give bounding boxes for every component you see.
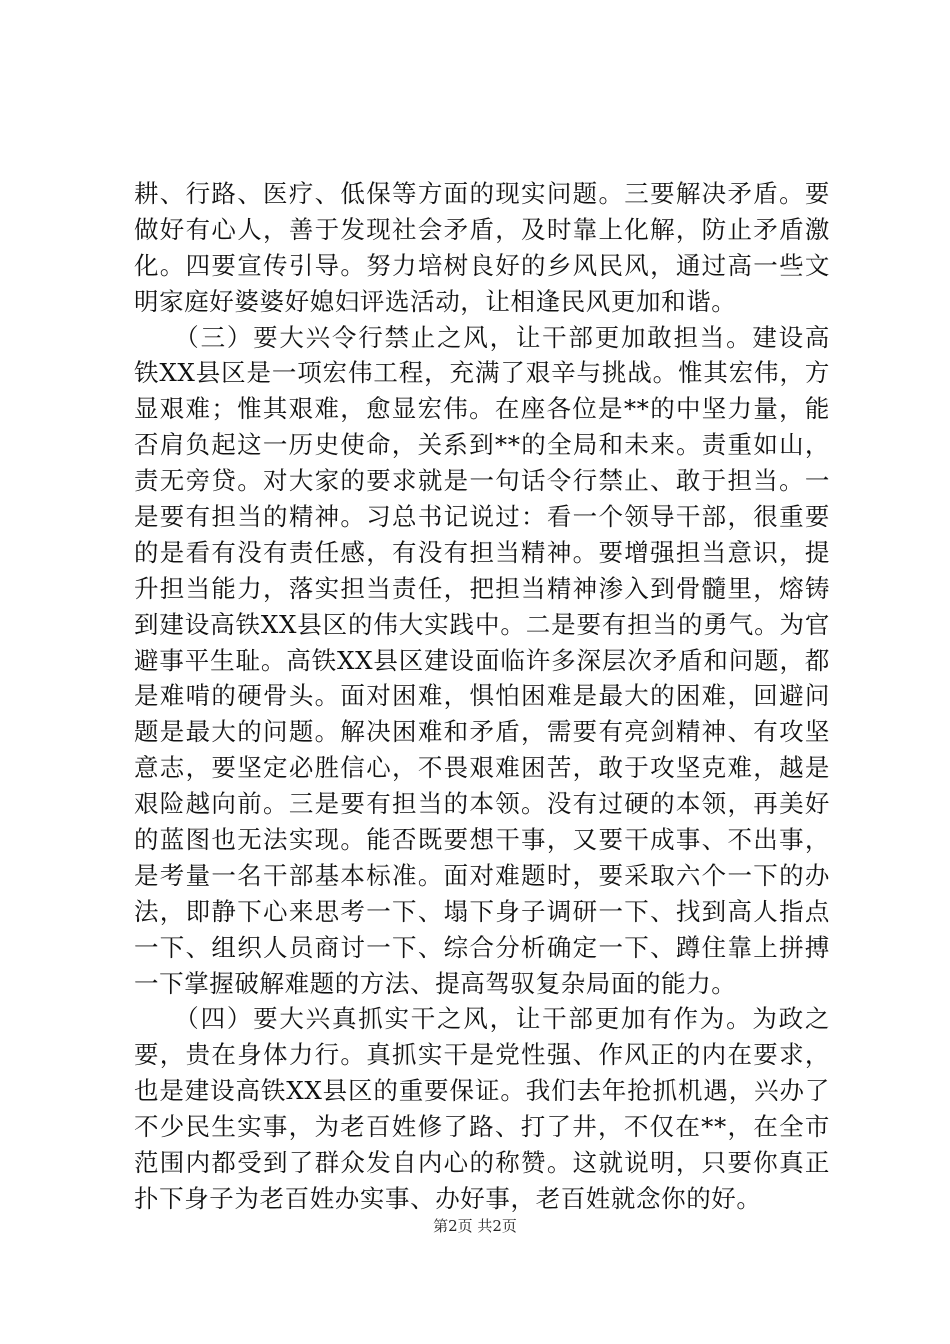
text-line: 做好有心人，善于发现社会矛盾，及时靠上化解，防止矛盾激 [134, 214, 830, 244]
text-line: 法，即静下心来思考一下、塌下身子调研一下、找到高人指点 [134, 896, 830, 926]
text-line: 意志，要坚定必胜信心，不畏艰难困苦，敢于攻坚克难，越是 [134, 753, 830, 783]
text-line: 要，贵在身体力行。真抓实干是党性强、作风正的内在要求， [134, 1040, 830, 1070]
text-line: 到建设高铁XX县区的伟大实践中。二是要有担当的勇气。为官 [134, 609, 830, 639]
text-line: 的是看有没有责任感，有没有担当精神。要增强担当意识，提 [134, 537, 830, 567]
document-body [134, 176, 830, 1217]
text-line: 范围内都受到了群众发自内心的称赞。这就说明，只要你真正 [134, 1148, 830, 1178]
text-line: 铁XX县区是一项宏伟工程，充满了艰辛与挑战。惟其宏伟，方 [134, 358, 830, 388]
text-line: 责无旁贷。对大家的要求就是一句话令行禁止、敢于担当。一 [134, 466, 830, 496]
text-line: 是考量一名干部基本标准。面对难题时，要采取六个一下的办 [134, 860, 830, 890]
text-line: 是要有担当的精神。习总书记说过：看一个领导干部，很重要 [134, 502, 830, 532]
text-line: 不少民生实事，为老百姓修了路、打了井，不仅在**，在全市 [134, 1112, 830, 1142]
text-line: （三）要大兴令行禁止之风，让干部更加敢担当。建设高 [134, 322, 830, 352]
text-line: 的蓝图也无法实现。能否既要想干事，又要干成事、不出事， [134, 825, 830, 855]
text-line: 升担当能力，落实担当责任，把担当精神渗入到骨髓里，熔铸 [134, 573, 830, 603]
text-line: 明家庭好婆婆好媳妇评选活动，让相逢民风更加和谐。 [134, 286, 737, 316]
text-line: 也是建设高铁XX县区的重要保证。我们去年抢抓机遇，兴办了 [134, 1076, 830, 1106]
text-line: 避事平生耻。高铁XX县区建设面临许多深层次矛盾和问题，都 [134, 645, 830, 675]
text-line: 是难啃的硬骨头。面对困难，惧怕困难是最大的困难，回避问 [134, 681, 830, 711]
page-footer: 第2页 共2页 [433, 1217, 517, 1235]
text-line: 一下、组织人员商讨一下、综合分析确定一下、蹲住靠上拼搏 [134, 932, 830, 962]
text-line: 一下掌握破解难题的方法、提高驾驭复杂局面的能力。 [134, 968, 737, 998]
text-line: 化。四要宣传引导。努力培树良好的乡风民风，通过高一些文 [134, 250, 830, 280]
text-line: 题是最大的问题。解决困难和矛盾，需要有亮剑精神、有攻坚 [134, 717, 830, 747]
text-line: 耕、行路、医疗、低保等方面的现实问题。三要解决矛盾。要 [134, 179, 830, 208]
text-line: 否肩负起这一历史使命，关系到**的全局和未来。责重如山， [134, 430, 830, 460]
text-line: 显艰难；惟其艰难，愈显宏伟。在座各位是**的中坚力量，能 [134, 394, 830, 424]
text-line: （四）要大兴真抓实干之风，让干部更加有作为。为政之 [134, 1004, 830, 1034]
text-line: 艰险越向前。三是要有担当的本领。没有过硬的本领，再美好 [134, 789, 830, 819]
text-line: 扑下身子为老百姓办实事、办好事，老百姓就念你的好。 [134, 1183, 762, 1213]
